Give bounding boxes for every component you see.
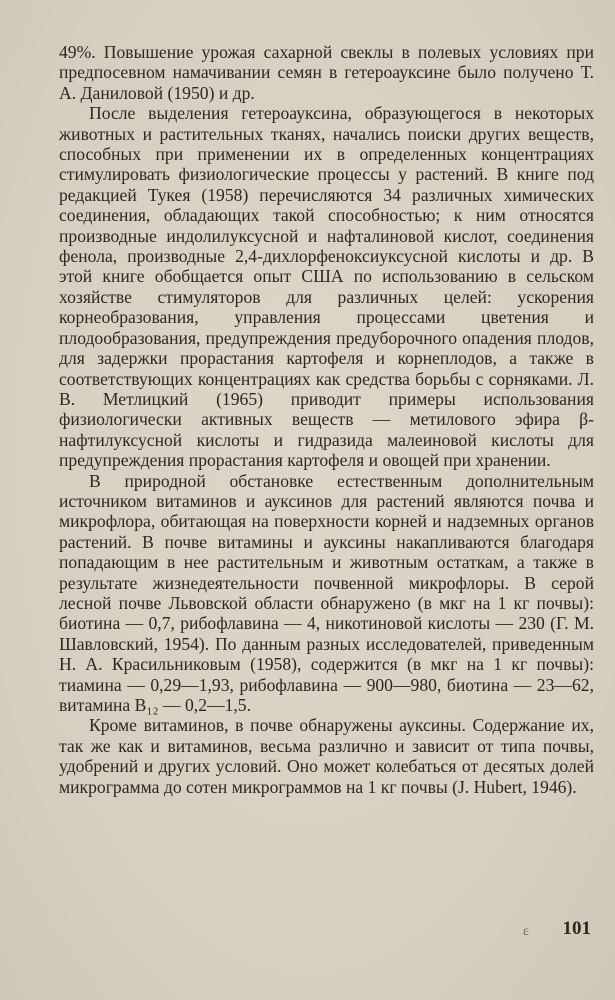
page-number: 101 [562,918,591,939]
paragraph-1: 49%. Повышение урожая сахарной свеклы в полевых условиях при предпосевном намачивании семян в гетероауксине было получено Т. А. Даниловой (1950) и др. [59,42,594,103]
paragraph-4: Кроме витаминов, в почве обнаружены ауксины. Содержание их, так же как и витаминов, весьма различно и зависит от типа почвы, удобрений и других условий. Оно может колебаться от десятых долей микрограмма до сотен микрограммов на 1 кг почвы (J. Hubert, 1946). [59,715,594,797]
margin-mark: ε [523,924,529,939]
body-text [59,42,594,797]
paragraph-3: В природной обстановке естественным дополнительным источником витаминов и ауксинов для растений являются почва и микрофлора, обитающая на поверхности корней и надземных органов растений. В почве витамины и ауксины накапливаются благодаря попадающим в нее растительным и животным остаткам, а также в результате жизнедеятельности почвенной микрофлоры. В серой лесной почве Львовской области обнаружено (в мкг на 1 кг почвы): биотина — 0,7, рибофлавина — 4, никотиновой кислоты — 230 (Г. М. Шавловский, 1954). По данным разных исследователей, приведенным Н. А. Красильниковым (1958), содержится (в мкг на 1 кг почвы): тиамина — 0,29—1,93, рибофлавина — 900—980, биотина — 23—62, витамина B₁₂ — 0,2—1,5. [59,470,594,715]
paragraph-2: После выделения гетероауксина, образующегося в некоторых животных и растительных тканях, начались поиски других веществ, способных при применении их в определенных концентрациях стимулировать физиологические процессы у растений. В книге под редакцией Тукея (1958) перечисляются 34 различных химических соединения, обладающих такой способностью; к ним относятся производные индолилуксусной и нафталиновой кислот, соединения фенола, производные 2,4-дихлорфеноксиуксусной кислоты и др. В этой книге обобщается опыт США по использованию в сельском хозяйстве стимуляторов для различных целей: ускорения корнеобразования, управления процессами цветения и плодообразования, предупреждения предуборочного опадения плодов, для задержки прорастания картофеля и корнеплодов, а также в соответствующих концентрациях как средства борьбы с сорняками. Л. В. Метлицкий (1965) приводит примеры использования физиологически активных веществ — метилового эфира β-нафтилуксусной кислоты и гидразида малеиновой кислоты для предупреждения прорастания картофеля и овощей при хранении. [59,103,594,471]
